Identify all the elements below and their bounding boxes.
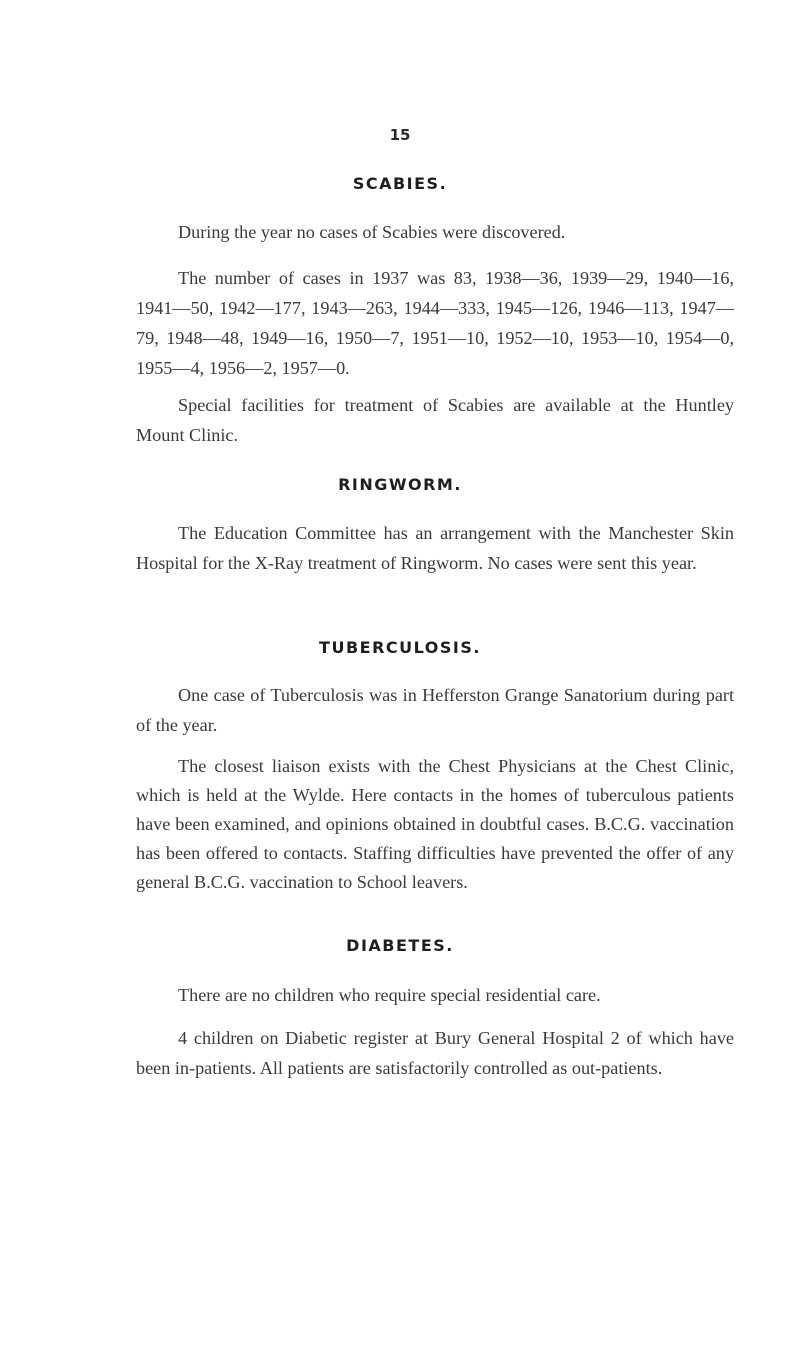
ringworm-heading: RINGWORM. [338, 475, 462, 494]
diabetes-paragraph-2: 4 children on Diabetic register at Bury General Hospital 2 of which have been in-patients. All patients are satisfactorily controlled as out-patients. [136, 1028, 734, 1078]
scabies-paragraph-1: During the year no cases of Scabies were discovered. [178, 222, 566, 242]
tuberculosis-heading: TUBERCULOSIS. [319, 638, 481, 657]
scabies-paragraph-3: Special facilities for treatment of Scabies are available at the Huntley Mount Clinic. [136, 395, 734, 445]
ringworm-paragraph-1: The Education Committee has an arrangement with the Manchester Skin Hospital for the X-Ray treatment of Ringworm. No cases were sent this year. [136, 523, 734, 573]
scabies-paragraph-2: The number of cases in 1937 was 83, 1938—36, 1939—29, 1940—16, 1941—50, 1942—177, 1943—263, 1944—333, 1945—126, 1946—113, 1947—79, 1948—48, 1949—16, 1950—7, 1951—10, 1952—10, 1953—10, 1954—0, 1955—4, 1956—2, 1957—0. [136, 268, 734, 378]
tuberculosis-paragraph-1: One case of Tuberculosis was in Hefferston Grange Sanatorium during part of the year. [136, 685, 734, 735]
diabetes-paragraph-1: There are no children who require special residential care. [178, 985, 601, 1005]
diabetes-heading: DIABETES. [346, 936, 454, 955]
page-number: 15 [389, 126, 411, 144]
scabies-heading: SCABIES. [352, 174, 448, 193]
tuberculosis-paragraph-2: The closest liaison exists with the Chest Physicians at the Chest Clinic, which is held at the Wylde. Here contacts in the homes of tuberculous patients have been examined, and opinions obtained in doubtful cases. B.C.G. vaccination has been offered to contacts. Staffing difficulties have prevented the offer of any general B.C.G. vaccination to School leavers. [136, 756, 734, 892]
